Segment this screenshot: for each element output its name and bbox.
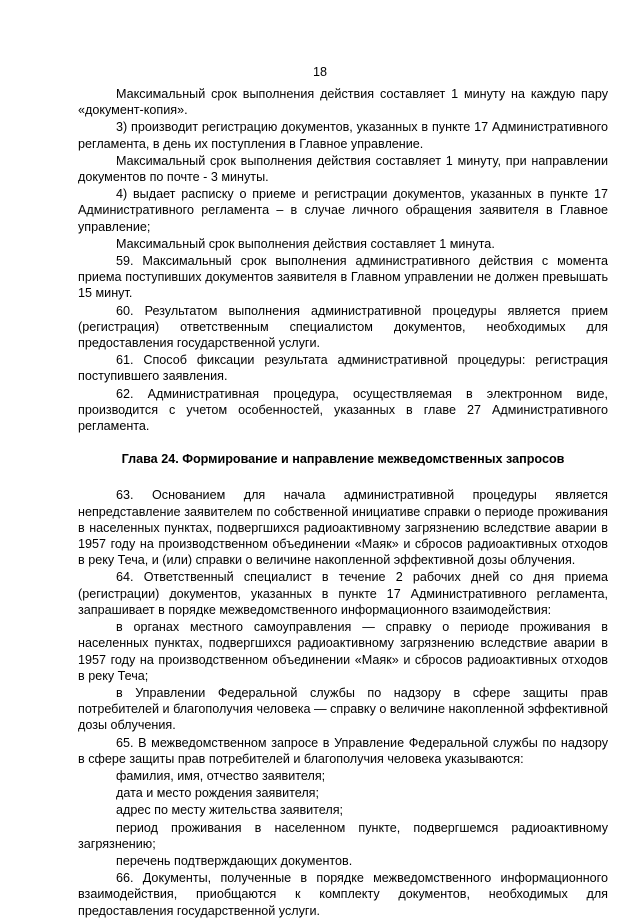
list-item-documents: перечень подтверждающих документов. xyxy=(116,853,353,868)
list-item-birth: дата и место рождения заявителя; xyxy=(116,786,319,801)
page-body xyxy=(78,86,608,919)
paragraph-61: 61. Способ фиксации результата административной процедуры: регистрация поступившего заявления. xyxy=(78,353,608,384)
paragraph-registration: 3) производит регистрацию документов, указанных в пункте 17 Административного регламента, в день их поступления в Главное управление. xyxy=(78,120,608,151)
paragraph-59: 59. Максимальный срок выполнения административного действия с момента приема поступивших документов заявителя в Главном управлении не должен превышать 15 минут. xyxy=(78,254,608,301)
paragraph-max-time-mail: Максимальный срок выполнения действия составляет 1 минуту, при направлении документов по почте - 3 минуты. xyxy=(78,153,608,185)
paragraph-65: 65. В межведомственном запросе в Управление Федеральной службы по надзору в сфере защиты прав потребителей и благополучия человека указываются: xyxy=(78,735,608,766)
paragraph-max-time-one-minute: Максимальный срок выполнения действия составляет 1 минута. xyxy=(116,236,495,251)
paragraph-63: 63. Основанием для начала административной процедуры является непредставление заявителем по собственной инициативе справки о периоде проживания в населенных пунктах, подвергшихся радиоактивному загрязнению вследствие аварии в 1957 году на производственном объединении «Маяк» и сбросов радиоактивных отходов в реку Теча, и (или) справки о величине накопленной эффективной дозы облучения. xyxy=(78,488,608,568)
paragraph-max-time-per-pair: Максимальный срок выполнения действия составляет 1 минуту на каждую пару «документ-копия». xyxy=(78,87,608,118)
paragraph-federal-service: в Управлении Федеральной службы по надзору в сфере защиты прав потребителей и благополучия человека — справку о величине накопленной эффективной дозы облучения. xyxy=(78,685,608,733)
chapter-heading: Глава 24. Формирование и направление межведомственных запросов xyxy=(121,452,565,467)
list-item-residence-period: период проживания в населенном пункте, подвергшемся радиоактивному загрязнению; xyxy=(78,820,608,851)
paragraph-60: 60. Результатом выполнения административной процедуры является прием (регистрация) ответственным специалистом документов, необходимых для предоставления государственной услуги. xyxy=(78,303,608,351)
list-item-full-name: фамилия, имя, отчество заявителя; xyxy=(116,768,326,783)
paragraph-66: 66. Документы, полученные в порядке межведомственного информационного взаимодействия, приобщаются к комплекту документов, необходимых для предоставления государственной услуги. xyxy=(78,871,608,918)
paragraph-receipt: 4) выдает расписку о приеме и регистрации документов, указанных в пункте 17 Административного регламента – в случае личного обращения заявителя в Главное управление; xyxy=(78,187,608,234)
paragraph-local-government: в органах местного самоуправления — справку о периоде проживания в населенных пунктах, подвергшихся радиоактивному загрязнению вследствие аварии в 1957 году на производственном объединении «Маяк» и сбросов радиоактивных отходов в реку Теча; xyxy=(78,620,608,683)
paragraph-64: 64. Ответственный специалист в течение 2 рабочих дней со дня приема (регистрации) документов, указанных в пункте 17 Административного регламента, запрашивает в порядке межведомственного информационного взаимодействия: xyxy=(78,570,608,617)
paragraph-62: 62. Административная процедура, осуществляемая в электронном виде, производится с учетом особенностей, указанных в главе 27 Административного регламента. xyxy=(78,386,608,434)
list-item-address: адрес по месту жительства заявителя; xyxy=(116,803,344,818)
page-number: 18 xyxy=(312,65,327,79)
